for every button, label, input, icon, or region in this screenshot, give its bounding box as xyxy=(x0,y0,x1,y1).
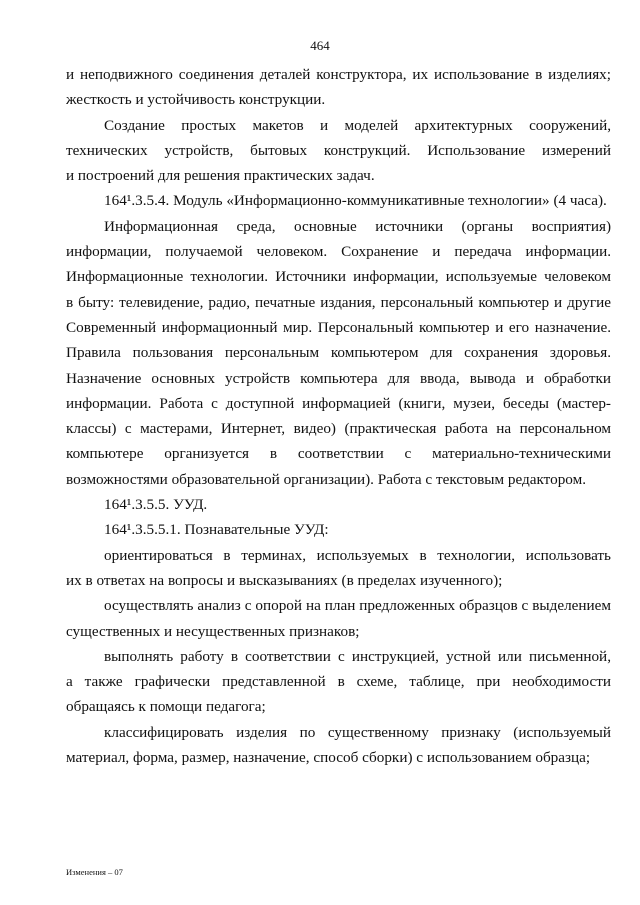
text-line: их в ответах на вопросы и высказываниях (в пределах изученного); xyxy=(66,571,503,589)
text-line: возможностями образовательной организации). Работа с текстовым редактором. xyxy=(66,470,587,488)
text-line: Назначение основных устройств компьютера для ввода, вывода и обработки xyxy=(66,369,611,387)
text-line: Информационные технологии. Источники информации, используемые человеком xyxy=(66,268,611,286)
text-line: Создание простых макетов и моделей архитектурных сооружений, xyxy=(104,116,611,134)
text-line: Информационная среда, основные источники (органы восприятия) xyxy=(104,217,611,235)
text-line: ориентироваться в терминах, используемых в технологии, использовать xyxy=(104,546,611,564)
text-line: осуществлять анализ с опорой на план предложенных образцов с выделением xyxy=(104,597,611,615)
text-line: классифицировать изделия по существенному признаку (используемый xyxy=(104,723,611,741)
text-line: в быту: телевидение, радио, печатные издания, персональный компьютер и другие xyxy=(66,293,611,311)
text-line: компьютере организуется в соответствии с материально-техническими xyxy=(66,445,611,463)
text-line: материал, форма, размер, назначение, способ сборки) с использованием образца; xyxy=(66,749,591,767)
text-line: 164¹.3.5.5. УУД. xyxy=(104,496,208,514)
text-line: и построений для решения практических задач. xyxy=(66,167,375,185)
text-line: информации, получаемой человеком. Сохранение и передача информации. xyxy=(66,243,611,261)
footer-note: Изменения – 07 xyxy=(66,867,123,877)
text-line: существенных и несущественных признаков; xyxy=(66,622,360,640)
text-line: технических устройств, бытовых конструкций. Использование измерений xyxy=(66,141,611,159)
text-line: 164¹.3.5.5.1. Познавательные УУД: xyxy=(104,521,329,539)
text-line: жесткость и устойчивость конструкции. xyxy=(66,91,326,109)
text-line: классы) с мастерами, Интернет, видео) (практическая работа на персональном xyxy=(66,420,611,438)
text-line: и неподвижного соединения деталей конструктора, их использование в изделиях; xyxy=(66,66,611,83)
document-body xyxy=(66,62,611,770)
text-line: Правила пользования персональным компьютером для сохранения здоровья. xyxy=(66,344,611,362)
text-line: обращаясь к помощи педагога; xyxy=(66,698,266,716)
text-line: а также графически представленной в схеме, таблице, при необходимости xyxy=(66,673,611,691)
text-line: информации. Работа с доступной информацией (книги, музеи, беседы (мастер- xyxy=(66,394,611,412)
text-line: выполнять работу в соответствии с инструкцией, устной или письменной, xyxy=(104,647,611,665)
page-number: 464 xyxy=(310,38,330,53)
text-line: 164¹.3.5.4. Модуль «Информационно-коммуникативные технологии» (4 часа). xyxy=(104,192,607,210)
text-line: Современный информационный мир. Персональный компьютер и его назначение. xyxy=(66,318,611,336)
